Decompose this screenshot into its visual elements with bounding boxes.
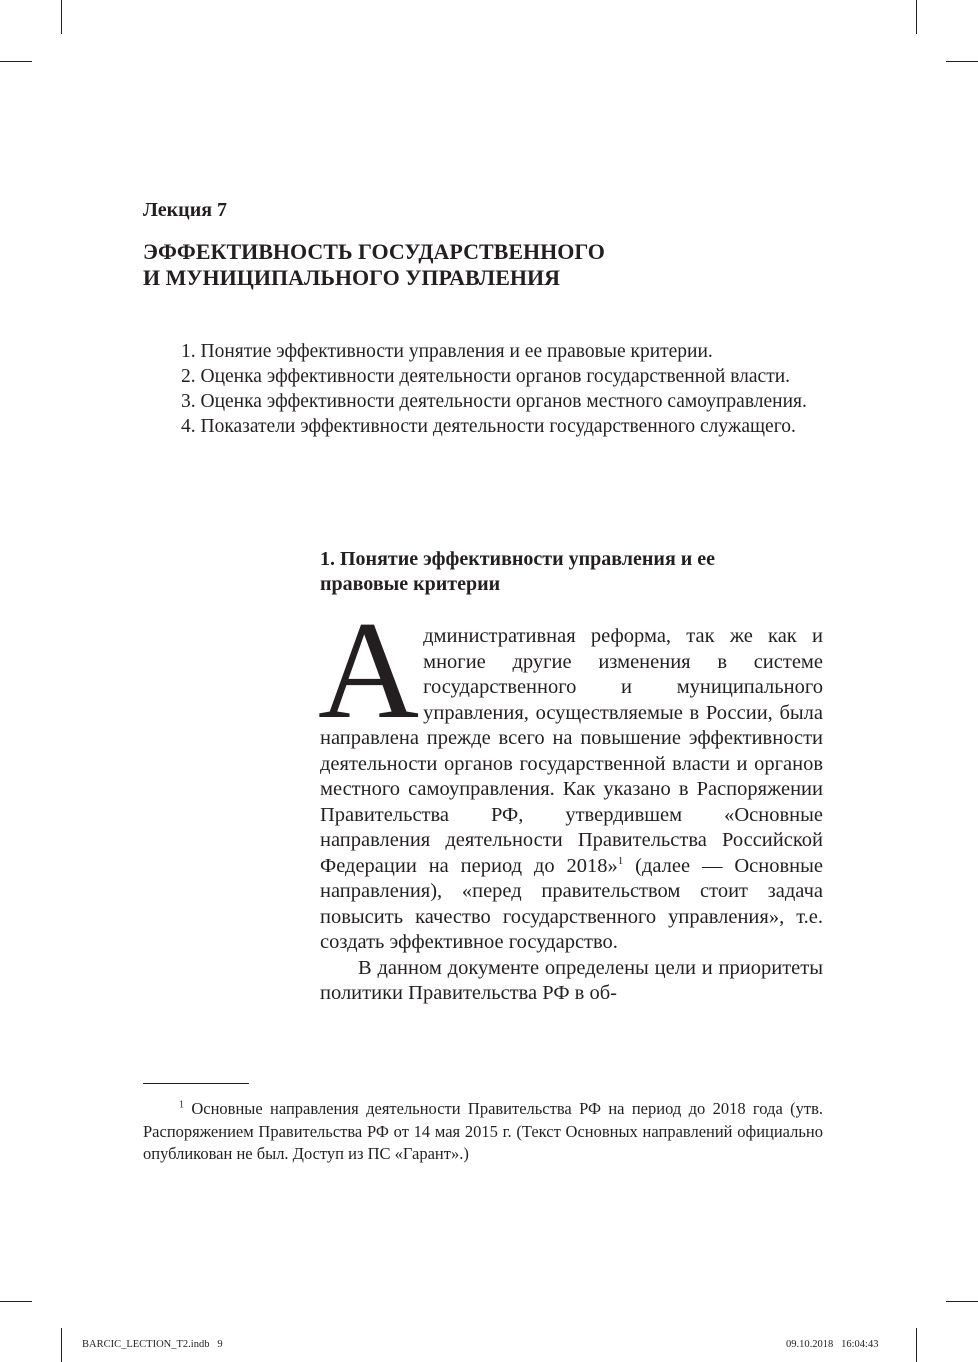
lecture-title-line-2: И МУНИЦИПАЛЬНОГО УПРАВЛЕНИЯ [143, 265, 560, 290]
crop-mark-top-right [916, 0, 917, 34]
footnote-text: Основные направления деятельности Правительства РФ на период до 2018 года (утв. Распоряжением Правительства РФ от 14 мая 2015 г. (Текст Основных направлений официально опубликован не был. Доступ из ПС «Гарант».) [143, 1099, 823, 1163]
crop-mark-left-bottom [0, 1301, 32, 1302]
crop-mark-bottom-right [916, 1328, 917, 1362]
plan-item: 3. Оценка эффективности деятельности органов местного самоуправления. [181, 391, 807, 412]
paragraph-2: В данном документе определены цели и приоритеты политики Правительства РФ в об- [320, 956, 823, 1004]
lecture-title-line-1: ЭФФЕКТИВНОСТЬ ГОСУДАРСТВЕННОГО [143, 239, 605, 264]
paragraph-1-text-a: дминистративная реформа, так же как и многие другие изменения в системе государственного и муниципального управления, осуществляемые в России, была направлена прежде всего на повышение эффективности деятельности органов государственной власти и органов местного самоуправления. Как указано в Распоряжении Правительства РФ, утвердившем «Основные направления деятельности Правительства Российской Федерации на период до 2018» [320, 625, 823, 877]
crop-mark-right-top [946, 61, 978, 62]
plan-item: 4. Показатели эффективности деятельности государственного служащего. [181, 416, 796, 437]
section-title-line-2: правовые критерии [320, 573, 501, 595]
section-title [320, 547, 820, 597]
lecture-plan [143, 339, 823, 439]
lecture-title [143, 239, 823, 291]
lecture-label: Лекция 7 [143, 199, 228, 221]
footnote-reference[interactable]: 1 [617, 854, 624, 867]
crop-mark-right-bottom [946, 1301, 978, 1302]
section-body [318, 593, 823, 1007]
slug-filename: BARCIC_LECTION_T2.indb 9 [82, 1339, 223, 1350]
crop-mark-left-top [0, 61, 32, 62]
footnote-rule [143, 1083, 249, 1084]
crop-mark-bottom-left [61, 1328, 62, 1362]
plan-item: 1. Понятие эффективности управления и ее правовые критерии. [181, 341, 713, 362]
crop-mark-top-left [61, 0, 62, 34]
drop-cap: А [318, 593, 420, 748]
paragraph-1-text-b: (далее — Основные направления), «перед правительством стоит задача повысить качество государственного управления», т.е. создать эффективное государство. [320, 854, 823, 953]
section-title-line-1: 1. Понятие эффективности управления и ее [320, 548, 716, 570]
plan-item: 2. Оценка эффективности деятельности органов государственной власти. [181, 366, 791, 387]
footnote [143, 1098, 823, 1166]
slug-timestamp: 09.10.2018 16:04:43 [786, 1339, 879, 1350]
footnote-mark: 1 [179, 1099, 184, 1111]
paragraph-1 [318, 593, 823, 956]
